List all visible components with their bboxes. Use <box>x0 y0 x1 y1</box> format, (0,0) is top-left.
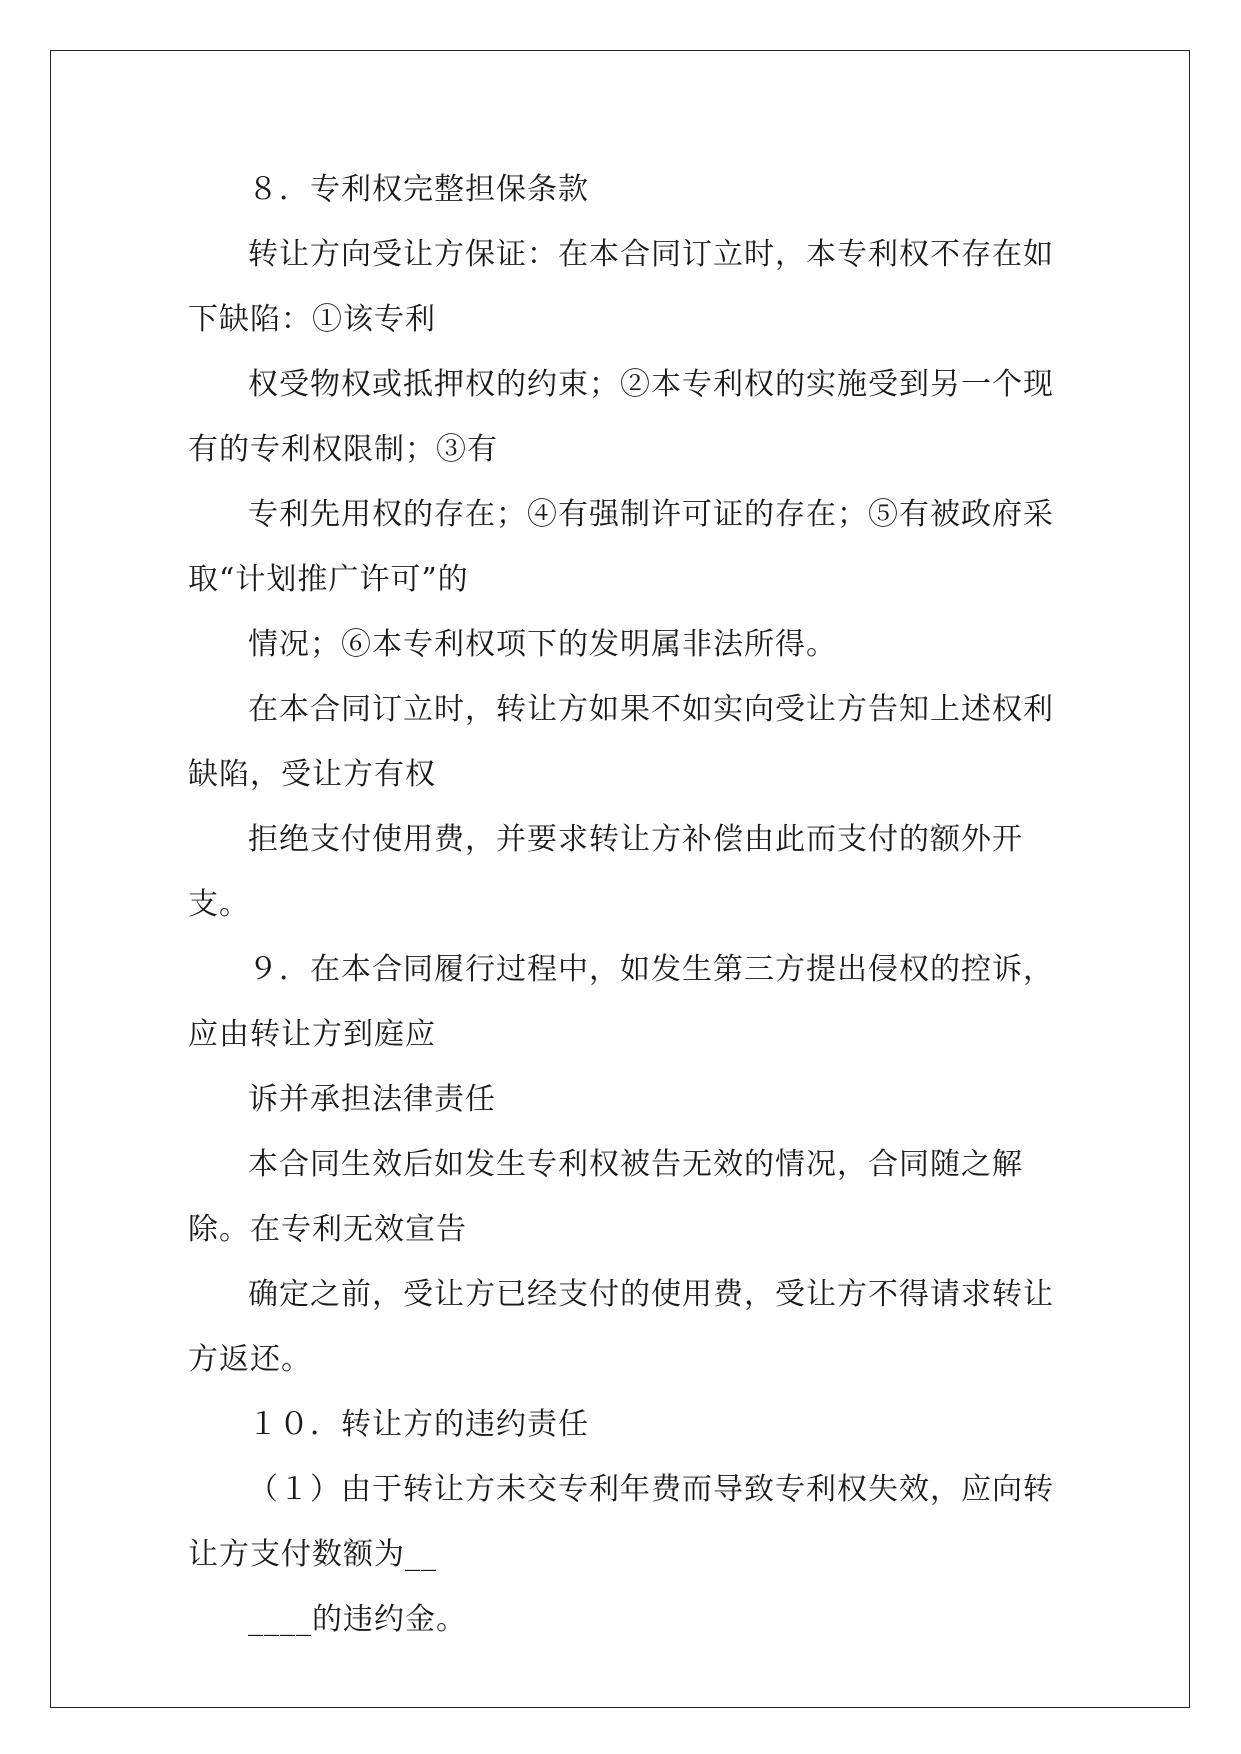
paragraph: 本合同生效后如发生专利权被告无效的情况，合同随之解除。在专利无效宣告 <box>188 1147 1023 1247</box>
heading-clause-8: ８．专利权完整担保条款 <box>248 172 589 207</box>
paragraph: 在本合同订立时，转让方如果不如实向受让方告知上述权利缺陷，受让方有权 <box>188 692 1054 792</box>
paragraph: 转让方向受让方保证：在本合同订立时，本专利权不存在如下缺陷：①该专利 <box>188 237 1054 337</box>
paragraph: 情况；⑥本专利权项下的发明属非法所得。 <box>248 627 837 662</box>
paragraph: 专利先用权的存在；④有强制许可证的存在；⑤有被政府采取“计划推广许可”的 <box>188 497 1054 597</box>
heading-clause-9: ９．在本合同履行过程中，如发生第三方提出侵权的控诉，应由转让方到庭应 <box>188 952 1054 1052</box>
document-body <box>188 157 1054 1652</box>
paragraph: 拒绝支付使用费，并要求转让方补偿由此而支付的额外开支。 <box>188 822 1023 922</box>
paragraph: （１）由于转让方未交专利年费而导致专利权失效，应向转让方支付数额为__ <box>188 1472 1054 1572</box>
paragraph: 诉并承担法律责任 <box>248 1082 496 1117</box>
paragraph: 权受物权或抵押权的约束；②本专利权的实施受到另一个现有的专利权限制；③有 <box>188 367 1054 467</box>
paragraph: ____的违约金。 <box>248 1602 467 1637</box>
heading-clause-10: １０．转让方的违约责任 <box>248 1407 589 1442</box>
paragraph: 确定之前，受让方已经支付的使用费，受让方不得请求转让方返还。 <box>188 1277 1054 1377</box>
